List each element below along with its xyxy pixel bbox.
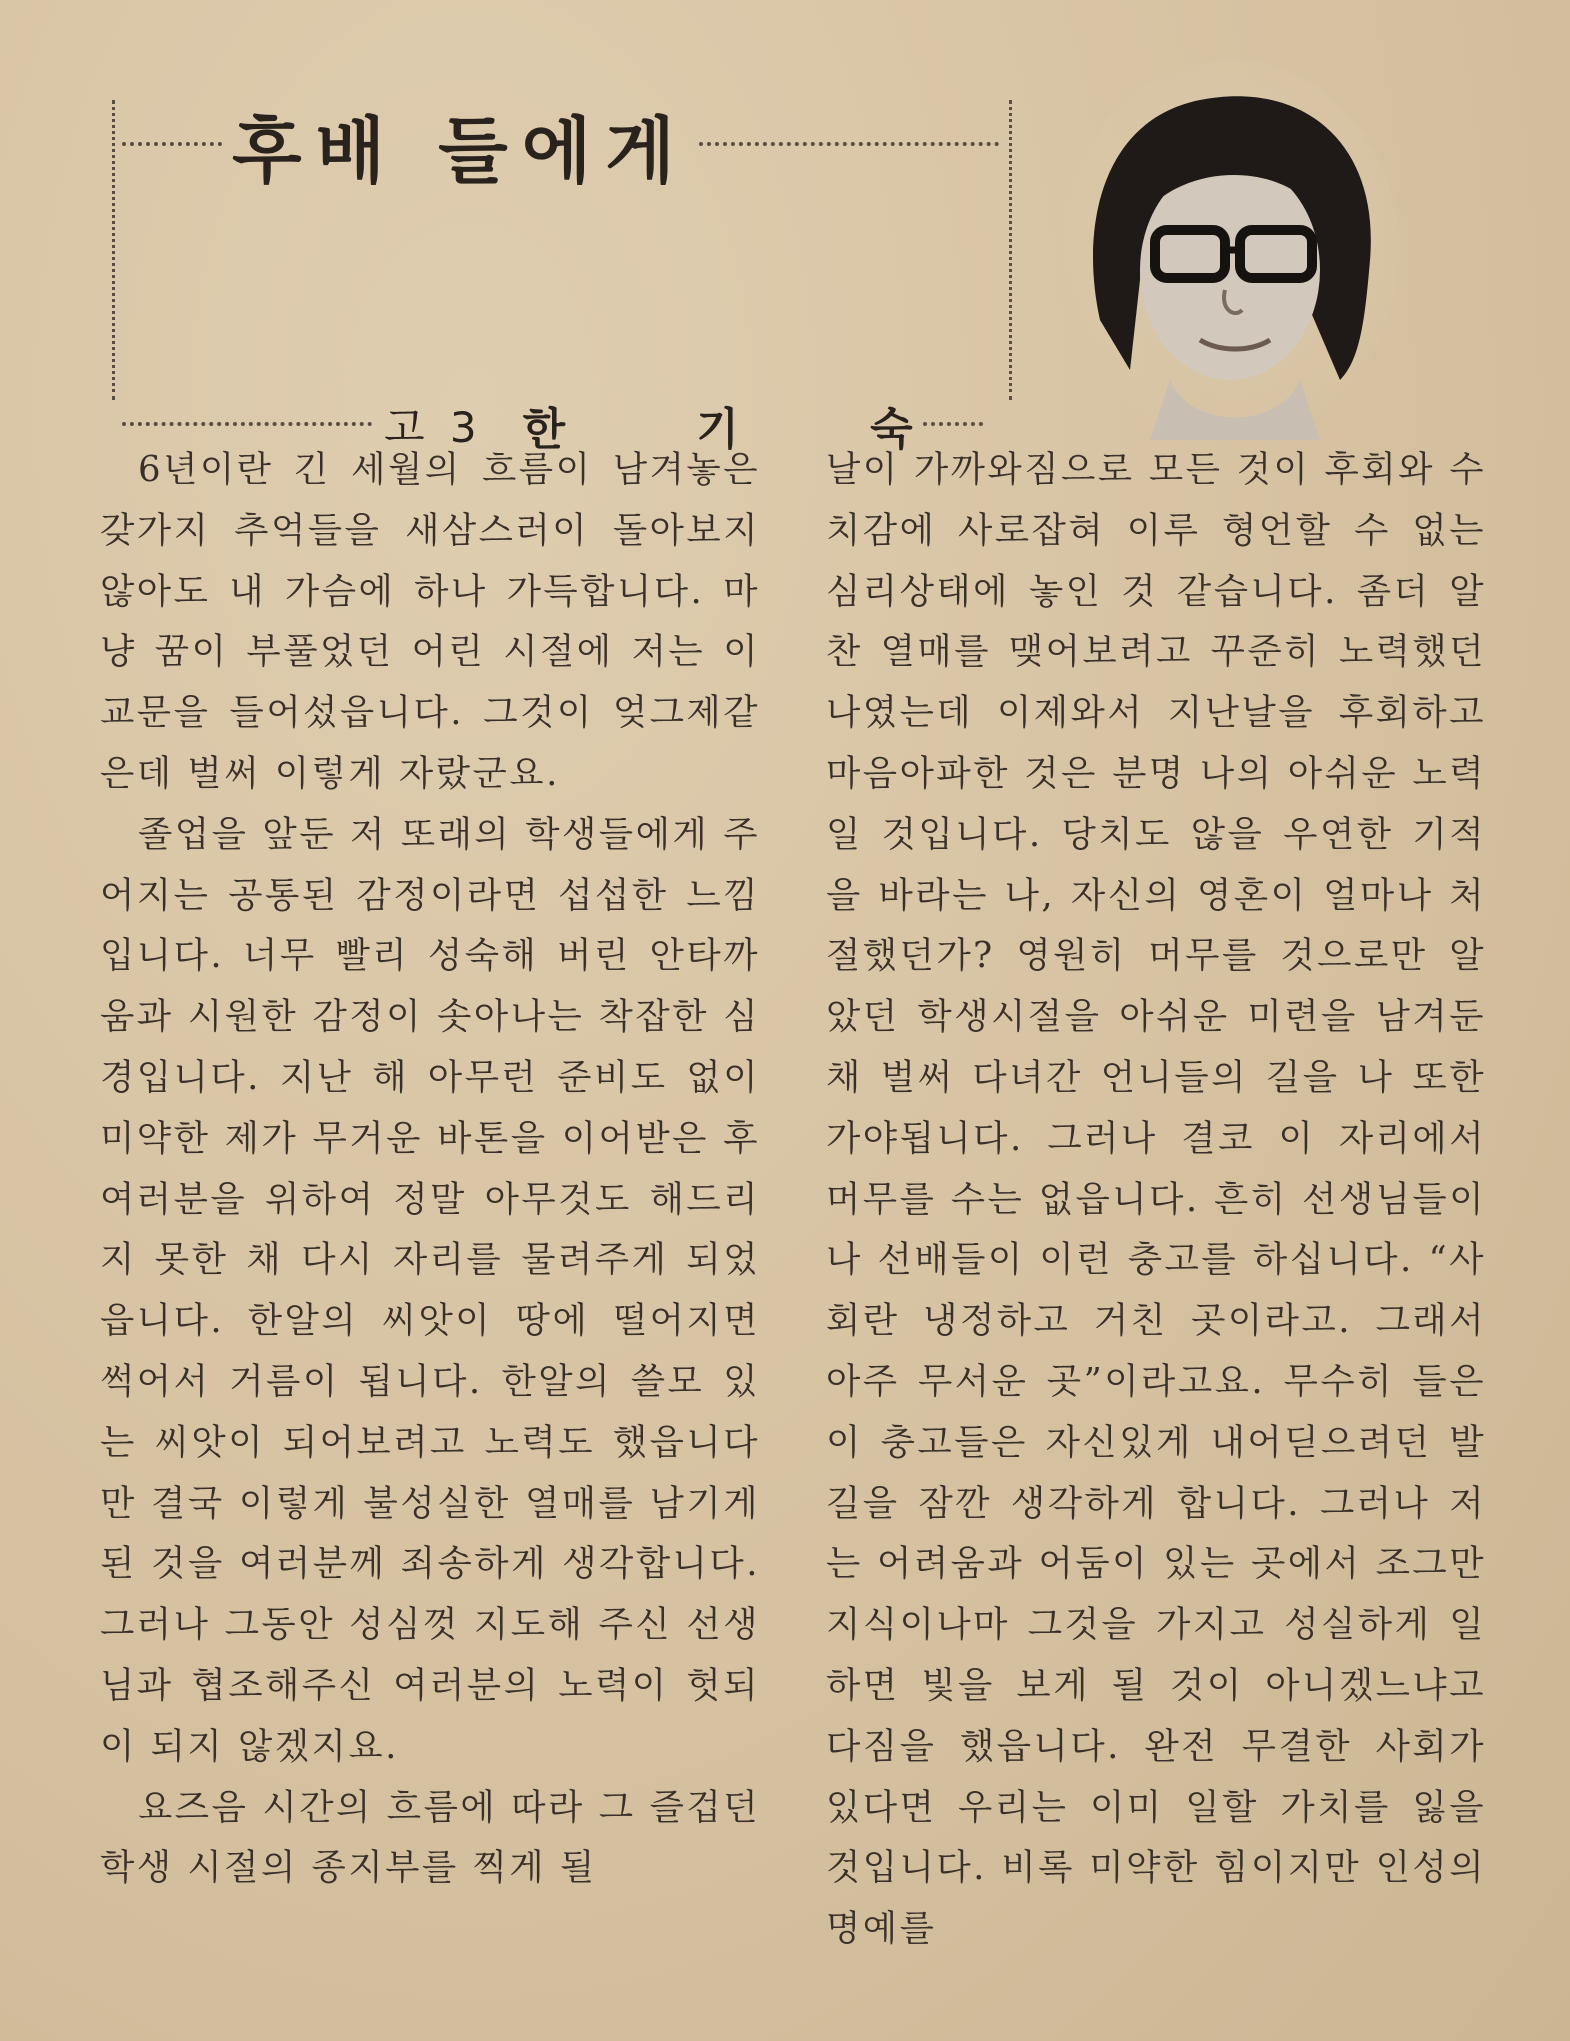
- article-column-right: [826, 440, 1486, 1960]
- author-name-char: 숙: [870, 404, 913, 455]
- paragraph: 날이 가까와짐으로 모든 것이 후회와 수치감에 사로잡혀 이루 형언할 수 없는 심리상태에 놓인 것 같습니다. 좀더 알찬 열매를 맺어보려고 꾸준히 노력했던 나였는데 이제와서 지난날을 후회하고 마음아파한 것은 분명 나의 아쉬운 노력일 것입니다. 당치도 않을 우연한 기적을 바라는 나, 자신의 영혼이 얼마나 처절했던가? 영원히 머무를 것으로만 알았던 학생시절을 아쉬운 미련을 남겨둔 채 벌써 다녀간 언니들의 길을 나 또한 가야됩니다. 그러나 결코 이 자리에서 머무를 수는 없읍니다. 흔히 선생님들이나 선배들이 이런 충고를 하십니다. “사회란 냉정하고 거친 곳이라고. 그래서 아주 무서운 곳”이라고요. 무수히 들은 이 충고들은 자신있게 내어딛으려던 발길을 잠깐 생각하게 합니다. 그러나 저는 어려움과 어둠이 있는 곳에서 조그만 지식이나마 그것을 가지고 성실하게 일하면 빛을 보게 될 것이 아니겠느냐고 다짐을 했읍니다. 완전 무결한 사회가 있다면 우리는 이미 일할 가치를 잃을 것입니다. 비록 미약한 힘이지만 인성의 명예를: [826, 449, 1486, 1950]
- article-column-left: [100, 440, 760, 1899]
- decorative-wave-left: [122, 142, 222, 148]
- decorative-wave-right: [699, 142, 999, 148]
- author-name-char: 기: [696, 404, 739, 455]
- decorative-wave-byline-left: [122, 422, 372, 428]
- article-title: 후배 들에게: [232, 109, 689, 193]
- decorative-wave-byline-right: [923, 422, 983, 428]
- title-row: [122, 100, 1002, 193]
- title-frame: [112, 100, 1012, 455]
- paragraph: 졸업을 앞둔 저 또래의 학생들에게 주어지는 공통된 감정이라면 섭섭한 느낌입니다. 너무 빨리 성숙해 버린 안타까움과 시원한 감정이 솟아나는 착잡한 심경입니다. 지난 해 아무런 준비도 없이 미약한 제가 무거운 바톤을 이어받은 후 여러분을 위하여 정말 아무것도 해드리지 못한 채 다시 자리를 물려주게 되었읍니다. 한알의 씨앗이 땅에 떨어지면 썩어서 거름이 됩니다. 한알의 쓸모 있는 씨앗이 되어보려고 노력도 했읍니다만 결국 이렇게 불성실한 열매를 남기게 된 것을 여러분께 죄송하게 생각합니다. 그러나 그동안 성심껏 지도해 주신 선생님과 협조해주신 여러분의 노력이 헛되이 되지 않겠지요.: [100, 813, 760, 1767]
- frame-right-border: [1001, 100, 1012, 400]
- author-portrait: [1060, 60, 1400, 440]
- author-name-char: 한: [522, 404, 566, 455]
- paragraph: 요즈음 시간의 흐름에 따라 그 즐겁던 학생 시절의 종지부를 찍게 될: [100, 1786, 760, 1889]
- author-grade: 고 3: [384, 403, 483, 452]
- paragraph: 6년이란 긴 세월의 흐름이 남겨놓은 갖가지 추억들을 새삼스러이 돌아보지 않아도 내 가슴에 하나 가득합니다. 마냥 꿈이 부풀었던 어린 시절에 저는 이 교문을 들어섰읍니다. 그것이 엊그제같은데 벌써 이렇게 자랐군요.: [100, 449, 760, 794]
